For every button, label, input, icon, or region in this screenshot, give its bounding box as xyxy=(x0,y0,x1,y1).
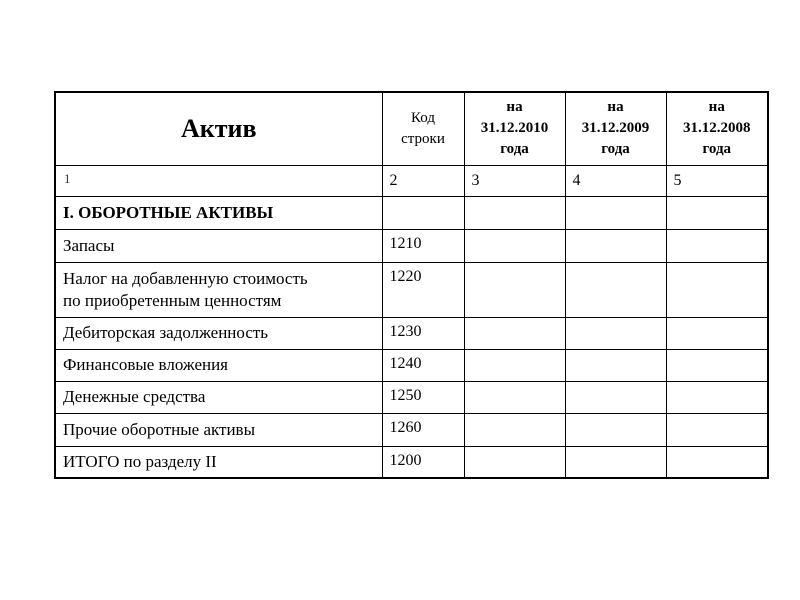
table-cell xyxy=(666,262,768,317)
column-header-date-2010 xyxy=(464,92,565,165)
row-label: Дебиторская задолженность xyxy=(55,317,382,349)
column-number: 5 xyxy=(666,165,768,196)
row-label-line2: по приобретенным ценностям xyxy=(63,290,282,310)
date-header-line2: 31.12.2010 xyxy=(480,120,549,137)
table-cell xyxy=(464,349,565,381)
section-title: I. ОБОРОТНЫЕ АКТИВЫ xyxy=(55,196,382,229)
table-cell xyxy=(565,446,666,478)
table-cell xyxy=(666,317,768,349)
row-code: 1220 xyxy=(382,262,464,317)
table-cell xyxy=(565,413,666,446)
table-row xyxy=(55,262,768,317)
row-label-line1: Налог на добавленную стоимость xyxy=(63,268,308,288)
table-row xyxy=(55,317,768,349)
balance-sheet-table xyxy=(54,91,769,479)
row-code: 1250 xyxy=(382,381,464,413)
table-cell xyxy=(666,446,768,478)
table-header-row xyxy=(55,92,768,165)
column-number: 1 xyxy=(55,165,382,196)
date-header-line3: года xyxy=(702,141,732,158)
table-cell xyxy=(565,381,666,413)
row-label xyxy=(55,262,382,317)
table-cell xyxy=(565,229,666,262)
row-label: Прочие оборотные активы xyxy=(55,413,382,446)
table-cell xyxy=(464,262,565,317)
table-cell xyxy=(382,196,464,229)
table-cell xyxy=(565,262,666,317)
table-cell xyxy=(666,413,768,446)
table-cell xyxy=(464,381,565,413)
row-label: Денежные средства xyxy=(55,381,382,413)
row-code: 1200 xyxy=(382,446,464,478)
date-header-line1: на xyxy=(708,99,725,116)
row-label: ИТОГО по разделу II xyxy=(55,446,382,478)
row-label: Финансовые вложения xyxy=(55,349,382,381)
table-row-total xyxy=(55,446,768,478)
table-row xyxy=(55,349,768,381)
date-header-line3: года xyxy=(500,141,529,158)
table-cell xyxy=(464,413,565,446)
table-cell xyxy=(666,196,768,229)
row-code: 1210 xyxy=(382,229,464,262)
line-code-header-line2: строки xyxy=(401,130,445,147)
row-label: Запасы xyxy=(55,229,382,262)
table-row xyxy=(55,229,768,262)
column-number: 4 xyxy=(565,165,666,196)
table-cell xyxy=(565,196,666,229)
column-header-asset: Актив xyxy=(55,92,382,165)
date-header-line1: на xyxy=(506,99,523,116)
column-number: 2 xyxy=(382,165,464,196)
date-header-line2: 31.12.2008 xyxy=(683,120,751,137)
column-header-line-code xyxy=(382,92,464,165)
table-cell xyxy=(464,229,565,262)
table-cell xyxy=(565,317,666,349)
table-cell xyxy=(464,196,565,229)
column-numbering-row xyxy=(55,165,768,196)
date-header-line2: 31.12.2009 xyxy=(581,120,650,137)
table-cell xyxy=(464,317,565,349)
table-cell xyxy=(666,381,768,413)
column-header-date-2009 xyxy=(565,92,666,165)
line-code-header-line1: Код xyxy=(411,109,435,126)
column-number: 3 xyxy=(464,165,565,196)
table-cell xyxy=(666,349,768,381)
section-row xyxy=(55,196,768,229)
table-row xyxy=(55,381,768,413)
table-row xyxy=(55,413,768,446)
table-cell xyxy=(464,446,565,478)
table-cell xyxy=(666,229,768,262)
row-code: 1230 xyxy=(382,317,464,349)
row-code: 1240 xyxy=(382,349,464,381)
date-header-line3: года xyxy=(601,141,630,158)
table-cell xyxy=(565,349,666,381)
row-code: 1260 xyxy=(382,413,464,446)
column-header-date-2008 xyxy=(666,92,768,165)
date-header-line1: на xyxy=(607,99,624,116)
